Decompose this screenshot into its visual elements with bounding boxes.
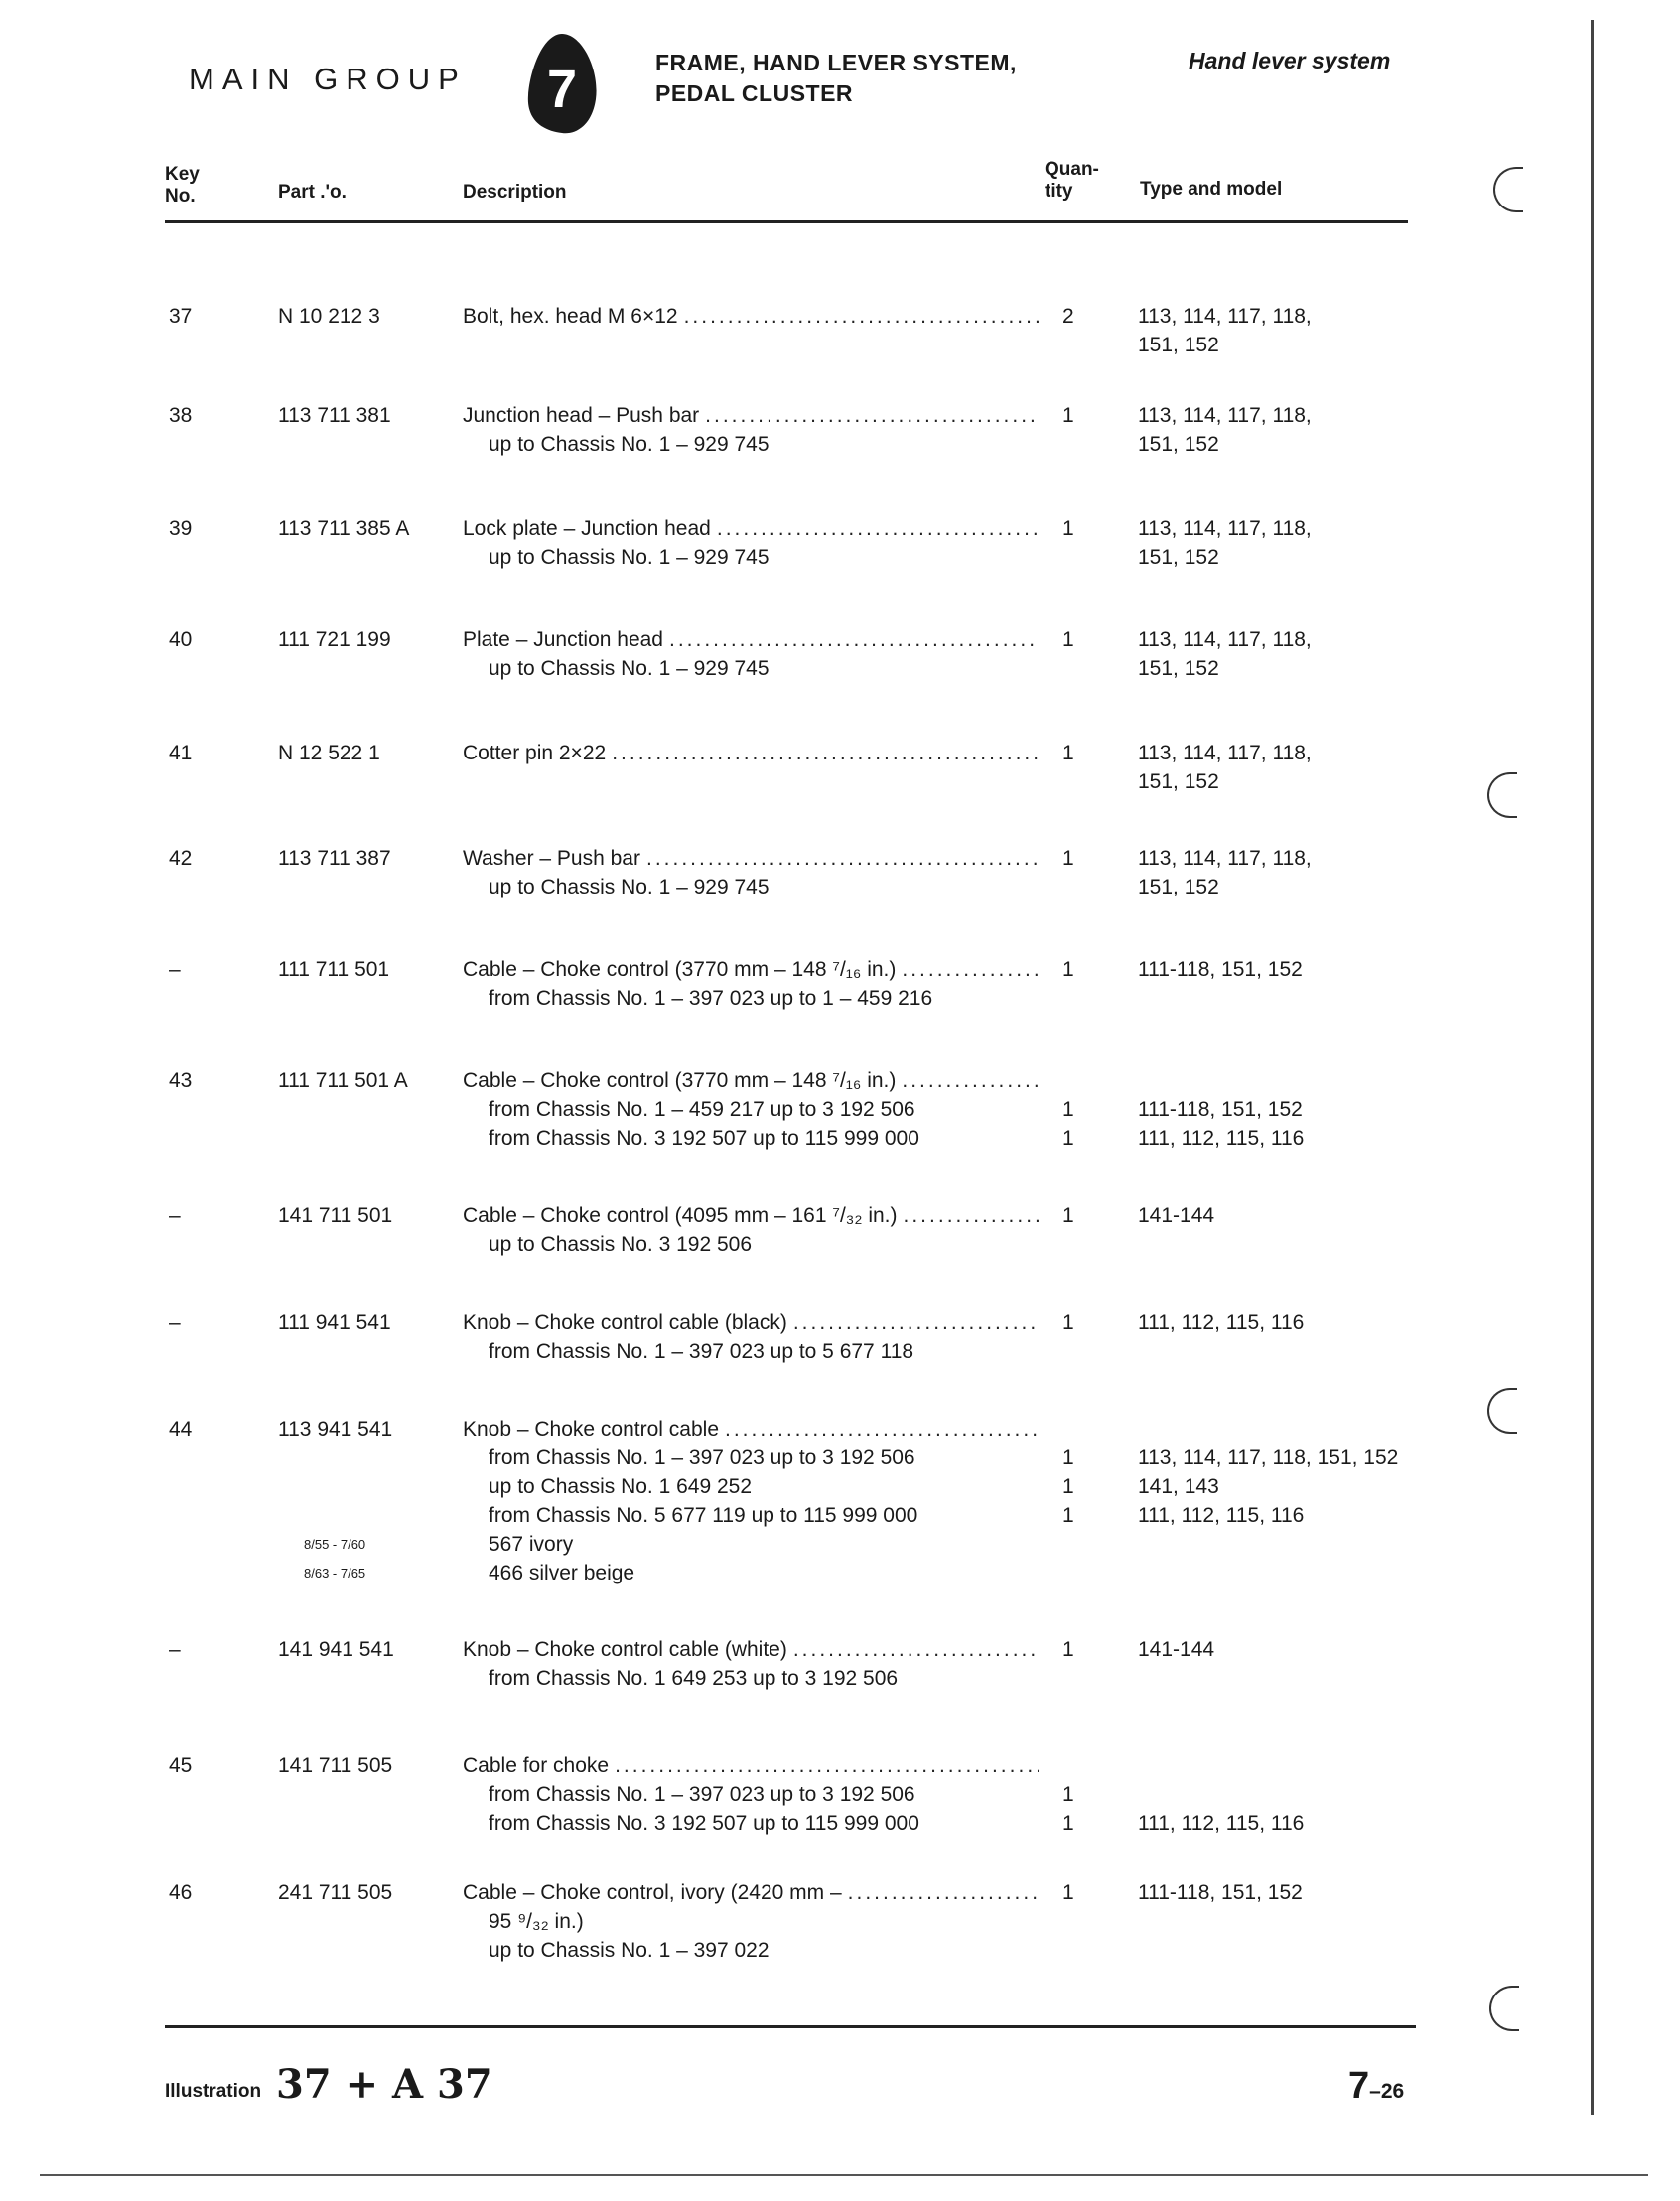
quantity	[1062, 1201, 1102, 1230]
type-model-value: 113, 114, 117, 118,	[1138, 742, 1312, 764]
type-model	[1138, 1066, 1456, 1153]
group-number: 7	[546, 60, 578, 119]
type-model-value: 113, 114, 117, 118,	[1138, 847, 1312, 870]
type-model	[1138, 844, 1456, 901]
part-number: 113 711 381	[278, 404, 391, 427]
quantity	[1062, 625, 1102, 654]
part-number: 241 711 505	[278, 1881, 393, 1904]
quantity-value: 1	[1062, 958, 1074, 981]
quantity	[1062, 1878, 1102, 1907]
type-model-value: 151, 152	[1138, 546, 1219, 569]
section-title: Hand lever system	[1189, 48, 1391, 73]
description-subline: from Chassis No. 1 – 397 023 up to 3 192 506	[489, 1783, 915, 1806]
quantity-value: 1	[1062, 1127, 1074, 1150]
punch-hole	[1487, 772, 1517, 818]
type-model-value: 113, 114, 117, 118,	[1138, 628, 1312, 651]
quantity-value: 1	[1062, 404, 1074, 427]
page-number-sub: –26	[1369, 2080, 1405, 2103]
key-number: 38	[169, 404, 193, 427]
type-model-value: 111-118, 151, 152	[1138, 1881, 1303, 1904]
leader-dots	[842, 1878, 1039, 1907]
quantity-value: 1	[1062, 1812, 1074, 1835]
key-number: –	[169, 1311, 181, 1334]
description-text: Cotter pin 2×22	[463, 742, 607, 764]
leader-dots	[640, 844, 1039, 873]
quantity	[1062, 1415, 1102, 1530]
key-number: 39	[169, 517, 193, 540]
type-model	[1138, 1635, 1456, 1664]
part-number: N 12 522 1	[278, 742, 380, 764]
description-text: Cable – Choke control, ivory (2420 mm –	[463, 1881, 842, 1904]
quantity	[1062, 514, 1102, 543]
page-edge-rule	[40, 2174, 1648, 2176]
description-subline: up to Chassis No. 1 – 929 745	[489, 433, 770, 456]
header-rule	[165, 220, 1408, 223]
type-model	[1138, 1308, 1456, 1337]
description	[463, 1635, 1039, 1693]
description-subline: from Chassis No. 1 649 253 up to 3 192 506	[489, 1667, 899, 1690]
type-model-value: 111, 112, 115, 116	[1138, 1504, 1305, 1527]
quantity-value: 1	[1062, 1783, 1074, 1806]
quantity	[1062, 401, 1102, 430]
quantity-value: 1	[1062, 1204, 1074, 1227]
type-model	[1138, 1751, 1456, 1838]
quantity-value: 1	[1062, 1446, 1074, 1469]
description-subline: up to Chassis No. 1 – 929 745	[489, 876, 770, 898]
type-model-value: 113, 114, 117, 118,	[1138, 305, 1312, 328]
type-model-value	[1138, 1780, 1456, 1809]
type-model-value	[1138, 1415, 1456, 1444]
quantity-value: 1	[1062, 1504, 1074, 1527]
quantity	[1062, 1751, 1102, 1838]
quantity-value: 1	[1062, 1638, 1074, 1661]
part-number: 141 711 501	[278, 1204, 393, 1227]
binding-line	[1591, 20, 1594, 2115]
description-subline: from Chassis No. 1 – 397 023 up to 3 192 506	[489, 1446, 915, 1469]
quantity	[1062, 1308, 1102, 1337]
group-title-line2: PEDAL CLUSTER	[655, 80, 854, 106]
quantity	[1062, 302, 1102, 331]
group-badge	[520, 30, 604, 137]
type-model-value: 151, 152	[1138, 657, 1219, 680]
leader-dots	[699, 401, 1039, 430]
key-number: –	[169, 1204, 181, 1227]
quantity-value: 1	[1062, 1881, 1074, 1904]
type-model	[1138, 302, 1456, 359]
leader-dots	[609, 1751, 1039, 1780]
description	[463, 1066, 1039, 1153]
part-number: 113 711 387	[278, 847, 391, 870]
description-text: Knob – Choke control cable	[463, 1418, 719, 1441]
description-subline: from Chassis No. 1 – 397 023 up to 1 – 459 216	[489, 987, 933, 1010]
description-text: Plate – Junction head	[463, 628, 663, 651]
part-number: 111 941 541	[278, 1311, 391, 1334]
type-model	[1138, 955, 1456, 984]
description-subline: up to Chassis No. 1 – 397 022	[489, 1939, 770, 1962]
type-model-value: 113, 114, 117, 118,	[1138, 404, 1312, 427]
quantity-value: 2	[1062, 305, 1074, 328]
type-model-value: 111, 112, 115, 116	[1138, 1812, 1305, 1835]
description	[463, 1751, 1039, 1838]
leader-dots	[663, 625, 1039, 654]
group-title-line1: FRAME, HAND LEVER SYSTEM,	[655, 50, 1017, 75]
type-model-value	[1138, 1066, 1456, 1095]
part-number: 141 711 505	[278, 1754, 393, 1777]
illustration-number: 37 + A 37	[276, 2061, 492, 2108]
quantity-value: 1	[1062, 847, 1074, 870]
part-number: 111 711 501	[278, 958, 390, 981]
illustration-label: Illustration	[165, 2081, 262, 2102]
description-subline: up to Chassis No. 1 – 929 745	[489, 546, 770, 569]
col-header-quantity-line2: tity	[1045, 181, 1073, 202]
description-subline: up to Chassis No. 1 649 252	[489, 1475, 753, 1498]
type-model	[1138, 1201, 1456, 1230]
description	[463, 739, 1039, 767]
leader-dots	[711, 514, 1039, 543]
description-subline: 466 silver beige	[489, 1562, 635, 1584]
quantity	[1062, 1635, 1102, 1664]
description	[463, 401, 1039, 459]
quantity-value: 1	[1062, 1475, 1074, 1498]
type-model-value: 111, 112, 115, 116	[1138, 1127, 1305, 1150]
type-model-value: 151, 152	[1138, 770, 1219, 793]
quantity	[1062, 955, 1102, 984]
quantity	[1062, 844, 1102, 873]
description-subline: from Chassis No. 1 – 459 217 up to 3 192 506	[489, 1098, 915, 1121]
col-header-key	[165, 164, 200, 207]
key-number: 43	[169, 1069, 193, 1092]
type-model-value: 141, 143	[1138, 1475, 1219, 1498]
type-model-value: 111-118, 151, 152	[1138, 1098, 1303, 1121]
group-badge-shape	[520, 30, 604, 137]
description-text: Lock plate – Junction head	[463, 517, 711, 540]
quantity-value: 1	[1062, 742, 1074, 764]
leader-dots	[787, 1635, 1039, 1664]
main-group-label: MAIN GROUP	[189, 62, 467, 96]
description-text: Knob – Choke control cable (black)	[463, 1311, 787, 1334]
key-number: –	[169, 1638, 181, 1661]
description-text: Junction head – Push bar	[463, 404, 700, 427]
part-number: 111 711 501 A	[278, 1069, 408, 1092]
quantity-value: 1	[1062, 517, 1074, 540]
description-text: Bolt, hex. head M 6×12	[463, 305, 678, 328]
key-number: 37	[169, 305, 193, 328]
type-model	[1138, 625, 1456, 683]
description-text: Knob – Choke control cable (white)	[463, 1638, 787, 1661]
type-model-value: 113, 114, 117, 118, 151, 152	[1138, 1446, 1399, 1469]
type-model-value: 141-144	[1138, 1204, 1215, 1227]
part-number: 113 941 541	[278, 1418, 393, 1441]
quantity	[1062, 739, 1102, 767]
type-model-value: 111, 112, 115, 116	[1138, 1311, 1305, 1334]
punch-hole	[1487, 1388, 1517, 1434]
col-header-key-line2: No.	[165, 186, 196, 206]
footer-rule	[165, 2025, 1416, 2028]
type-model-value: 151, 152	[1138, 876, 1219, 898]
type-model-value: 113, 114, 117, 118,	[1138, 517, 1312, 540]
leader-dots	[678, 302, 1039, 331]
col-header-type: Type and model	[1140, 179, 1283, 200]
quantity-value: 1	[1062, 1098, 1074, 1121]
description-subline: up to Chassis No. 1 – 929 745	[489, 657, 770, 680]
col-header-quantity	[1045, 159, 1099, 203]
key-number: 46	[169, 1881, 193, 1904]
description-subline: from Chassis No. 3 192 507 up to 115 999 000	[489, 1127, 919, 1150]
quantity-value	[1062, 1066, 1102, 1095]
leader-dots	[606, 739, 1039, 767]
description	[463, 625, 1039, 683]
date-range: 8/55 - 7/60	[304, 1537, 366, 1552]
description	[463, 1878, 1039, 1965]
key-number: 40	[169, 628, 193, 651]
description-subline: 567 ivory	[489, 1533, 574, 1556]
part-number: 141 941 541	[278, 1638, 394, 1661]
key-number: 45	[169, 1754, 193, 1777]
date-range: 8/63 - 7/65	[304, 1566, 366, 1581]
leader-dots	[896, 1066, 1039, 1095]
part-number: N 10 212 3	[278, 305, 380, 328]
quantity-value	[1062, 1751, 1102, 1780]
description-text: Washer – Push bar	[463, 847, 640, 870]
group-title	[655, 48, 1017, 109]
col-header-part: Part .'o.	[278, 182, 347, 203]
punch-hole	[1489, 1986, 1519, 2031]
page-number-main: 7	[1348, 2065, 1370, 2107]
description	[463, 1201, 1039, 1259]
type-model	[1138, 739, 1456, 796]
quantity-value	[1062, 1415, 1102, 1444]
key-number: 41	[169, 742, 193, 764]
type-model-value	[1138, 1751, 1456, 1780]
type-model	[1138, 1878, 1456, 1907]
description	[463, 302, 1039, 331]
description	[463, 1308, 1039, 1366]
description	[463, 1415, 1039, 1587]
description-subline: 95 ⁹/₃₂ in.)	[489, 1910, 584, 1933]
quantity	[1062, 1066, 1102, 1153]
punch-hole	[1493, 167, 1523, 212]
type-model	[1138, 401, 1456, 459]
leader-dots	[787, 1308, 1039, 1337]
type-model	[1138, 1415, 1456, 1530]
description-subline: up to Chassis No. 3 192 506	[489, 1233, 753, 1256]
quantity-value: 1	[1062, 1311, 1074, 1334]
description-subline: from Chassis No. 5 677 119 up to 115 999 000	[489, 1504, 918, 1527]
type-model-value: 151, 152	[1138, 334, 1219, 356]
col-header-quantity-line1: Quan-	[1045, 159, 1099, 180]
key-number: 42	[169, 847, 193, 870]
description-text: Cable for choke	[463, 1754, 610, 1777]
type-model-value: 111-118, 151, 152	[1138, 958, 1303, 981]
key-number: –	[169, 958, 181, 981]
col-header-key-line1: Key	[165, 164, 200, 185]
description-subline: from Chassis No. 3 192 507 up to 115 999 000	[489, 1812, 919, 1835]
type-model-value: 151, 152	[1138, 433, 1219, 456]
leader-dots	[896, 955, 1039, 984]
description	[463, 844, 1039, 901]
type-model	[1138, 514, 1456, 572]
part-number: 113 711 385 A	[278, 517, 410, 540]
description-subline: from Chassis No. 1 – 397 023 up to 5 677 118	[489, 1340, 914, 1363]
quantity-value: 1	[1062, 628, 1074, 651]
type-model-value: 141-144	[1138, 1638, 1215, 1661]
description	[463, 955, 1039, 1013]
leader-dots	[898, 1201, 1039, 1230]
description-text: Cable – Choke control (3770 mm – 148 ⁷/₁₆ in.)	[463, 958, 897, 981]
key-number: 44	[169, 1418, 193, 1441]
page-number	[1348, 2065, 1404, 2108]
description-text: Cable – Choke control (4095 mm – 161 ⁷/₃₂ in.)	[463, 1204, 898, 1227]
col-header-description: Description	[463, 182, 567, 203]
leader-dots	[719, 1415, 1039, 1444]
description	[463, 514, 1039, 572]
description-text: Cable – Choke control (3770 mm – 148 ⁷/₁₆ in.)	[463, 1069, 897, 1092]
part-number: 111 721 199	[278, 628, 391, 651]
